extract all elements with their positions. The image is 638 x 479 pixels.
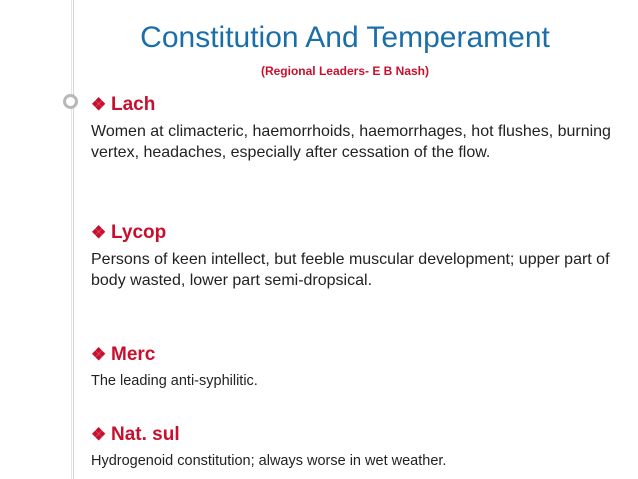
remedy-description: Women at climacteric, haemorrhoids, haemorrhages, hot flushes, burning vertex, headaches, especially after cessation of the flow. bbox=[91, 123, 611, 161]
remedy-entry-nat-sul bbox=[91, 424, 621, 472]
remedy-name: Lach bbox=[111, 94, 156, 115]
remedy-description: Hydrogenoid constitution; always worse in wet weather. bbox=[91, 453, 447, 469]
ring-ornament-icon bbox=[63, 94, 78, 109]
remedy-name: Nat. sul bbox=[111, 424, 180, 445]
diamond-bullet-icon: ❖ bbox=[91, 345, 107, 364]
remedy-description: Persons of keen intellect, but feeble muscular development; upper part of body wasted, lower part semi-dropsical. bbox=[91, 251, 610, 289]
remedy-entry-lach bbox=[91, 94, 621, 163]
remedy-name: Lycop bbox=[111, 222, 167, 243]
margin-line-inner bbox=[71, 0, 72, 479]
diamond-bullet-icon: ❖ bbox=[91, 95, 107, 114]
remedy-name: Merc bbox=[111, 344, 156, 365]
remedy-entry-merc bbox=[91, 344, 621, 392]
slide-title: Constitution And Temperament bbox=[140, 21, 550, 54]
remedy-description: The leading anti-syphilitic. bbox=[91, 373, 258, 389]
remedy-entry-lycop bbox=[91, 222, 621, 291]
margin-line bbox=[73, 0, 74, 479]
diamond-bullet-icon: ❖ bbox=[91, 425, 107, 444]
slide-subtitle: (Regional Leaders- E B Nash) bbox=[260, 64, 430, 78]
diamond-bullet-icon: ❖ bbox=[91, 223, 107, 242]
